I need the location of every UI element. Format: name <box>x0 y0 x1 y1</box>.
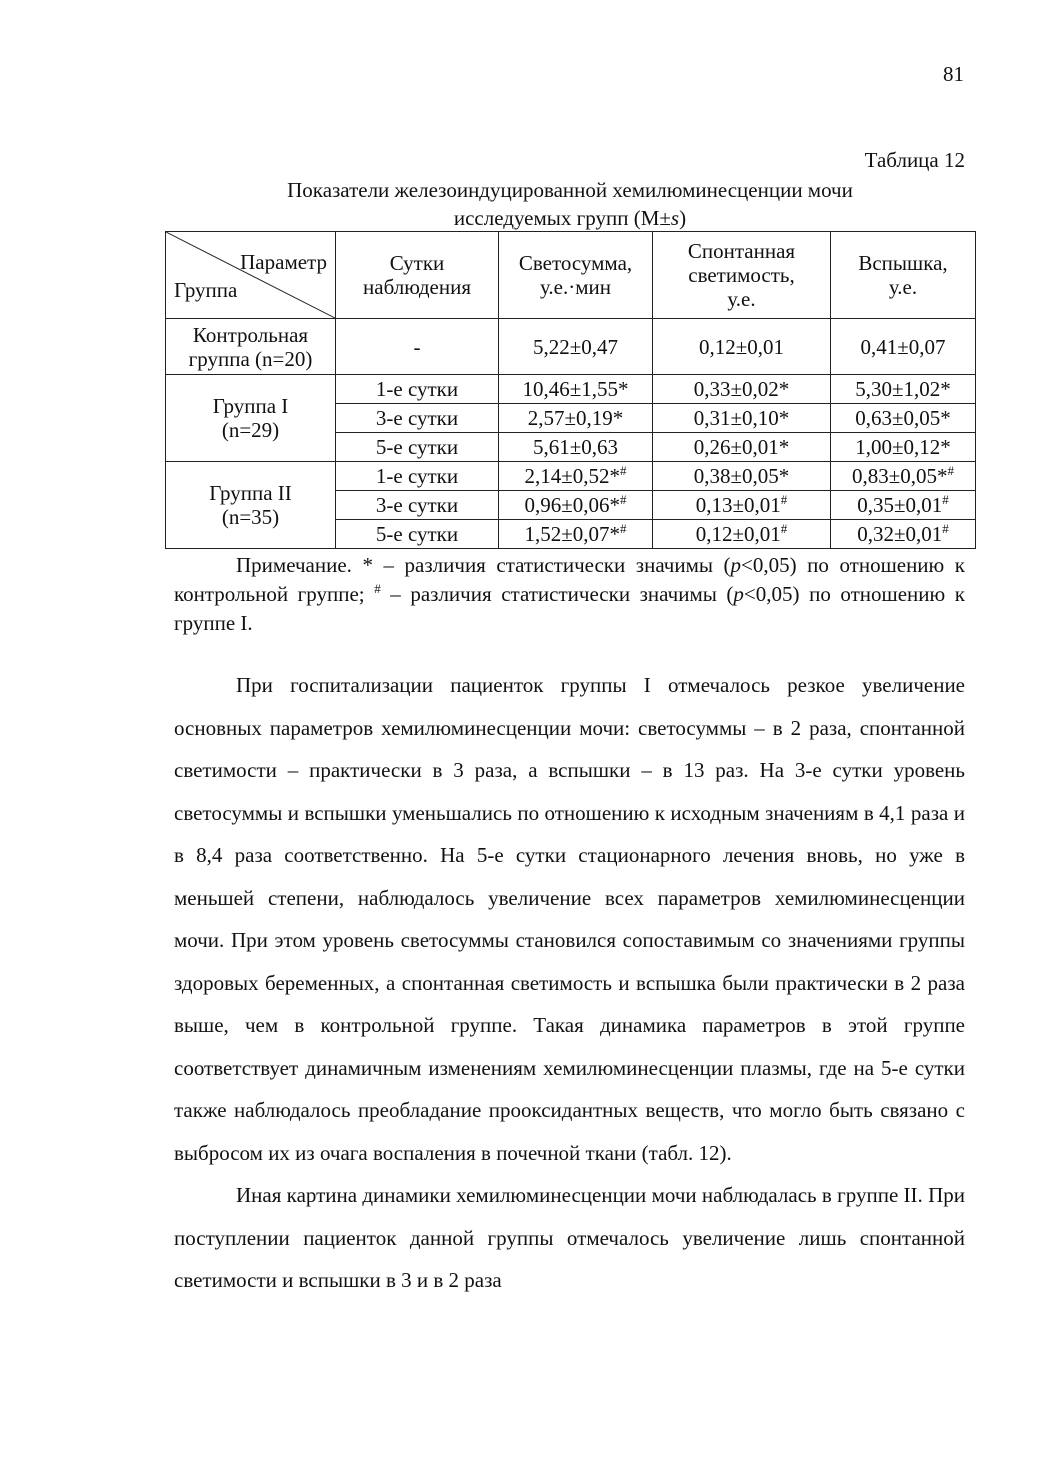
table-cell: 1,00±0,12* <box>831 433 976 462</box>
cell-mark: # <box>942 521 949 536</box>
page-number: 81 <box>943 62 964 86</box>
cell-mark: # <box>780 492 788 507</box>
table-cell: 1-е сутки <box>336 462 499 491</box>
header-spontaneous <box>653 232 831 319</box>
table-cell <box>653 520 831 549</box>
cell-value: 0,32±0,01 <box>857 522 943 546</box>
table-cell: 5,22±0,47 <box>499 319 653 375</box>
control-name-l1: Контрольная <box>192 322 309 347</box>
note-p-variable: p <box>730 553 742 577</box>
header-light-l1: Светосумма, <box>518 251 633 275</box>
body-text <box>174 664 965 1302</box>
table-row-control <box>166 319 976 375</box>
table-cell: 0,12±0,01 <box>653 319 831 375</box>
group2-name-l2: (n=35) <box>221 505 280 529</box>
header-days-l1: Сутки <box>389 251 445 275</box>
table-label: Таблица 12 <box>864 148 965 172</box>
cell-mark: # <box>620 492 627 507</box>
note-text: <0,05) по отношению к группе I. <box>174 582 965 635</box>
results-table <box>165 231 976 549</box>
table-cell <box>499 462 653 491</box>
cell-value: 0,83±0,05* <box>851 464 948 488</box>
table-cell: 5,30±1,02* <box>831 375 976 404</box>
title-text-end: ) <box>679 206 687 230</box>
table-note <box>174 551 965 638</box>
header-days-l2: наблюдения <box>363 275 471 299</box>
diagonal-header-cell <box>166 232 336 319</box>
header-param: Параметр <box>240 250 327 274</box>
table-cell <box>831 491 976 520</box>
table-title-line2 <box>165 204 975 232</box>
table-cell <box>653 491 831 520</box>
control-group-name <box>166 319 336 375</box>
cell-mark: # <box>947 463 955 478</box>
table-cell: 0,63±0,05* <box>831 404 976 433</box>
table-title-line1: Показатели железоиндуцированной хемилюминесценции мочи <box>287 178 853 202</box>
table-cell: 1-е сутки <box>336 375 499 404</box>
note-p-variable: p <box>733 582 744 606</box>
group2-name-l1: Группа II <box>209 481 292 505</box>
table-title <box>165 176 975 232</box>
cell-value: 2,14±0,52* <box>524 464 621 488</box>
table-header-row <box>166 232 976 319</box>
cell-value: 0,96±0,06* <box>524 493 621 517</box>
control-name-l2: группа (n=20) <box>188 346 313 371</box>
note-text: – различия статистически значимы ( <box>380 582 734 606</box>
header-flash <box>831 232 976 319</box>
table-cell <box>653 462 831 491</box>
table-cell: 0,26±0,01* <box>653 433 831 462</box>
cell-mark: # <box>780 521 788 536</box>
table-cell <box>831 462 976 491</box>
group1-name-l1: Группа I <box>212 394 289 418</box>
header-spont-l2: светимость, <box>688 263 795 287</box>
note-mark: # <box>374 581 381 596</box>
table-cell: 3-е сутки <box>336 491 499 520</box>
group1-name <box>166 375 336 462</box>
table-row <box>166 375 976 404</box>
cell-mark: # <box>620 463 627 478</box>
header-group: Группа <box>174 278 238 302</box>
table-cell: 5-е сутки <box>336 520 499 549</box>
header-spont-l3: у.е. <box>727 287 756 311</box>
cell-value: 0,38±0,05* <box>693 464 790 488</box>
table-cell: - <box>336 319 499 375</box>
table-cell <box>499 491 653 520</box>
table-cell: 2,57±0,19* <box>499 404 653 433</box>
paragraph: Иная картина динамики хемилюминесценции мочи наблюдалась в группе II. При поступлении пациенток данной группы отмечалось увеличение лишь спонтанной светимости и вспышки в 3 и в 2 раза <box>174 1183 965 1292</box>
note-text: <0,05) по отношению к контрольной группе; <box>174 553 965 606</box>
table-row <box>166 462 976 491</box>
header-spont-l1: Спонтанная <box>687 239 796 263</box>
note-text: Примечание. * – различия статистически значимы ( <box>236 553 731 577</box>
diagonal-divider <box>166 232 335 318</box>
table-cell: 0,31±0,10* <box>653 404 831 433</box>
cell-mark: # <box>942 492 949 507</box>
title-variable: s <box>670 206 680 230</box>
cell-value: 0,13±0,01 <box>695 493 781 517</box>
table-cell: 5-е сутки <box>336 433 499 462</box>
header-days <box>336 232 499 319</box>
table-cell: 5,61±0,63 <box>499 433 653 462</box>
header-light-sum <box>499 232 653 319</box>
title-text: исследуемых групп (M± <box>453 206 671 230</box>
table-cell: 3-е сутки <box>336 404 499 433</box>
cell-value: 0,12±0,01 <box>695 522 781 546</box>
group1-name-l2: (n=29) <box>221 418 280 442</box>
table-cell: 0,41±0,07 <box>831 319 976 375</box>
group2-name <box>166 462 336 549</box>
cell-value: 0,35±0,01 <box>857 493 943 517</box>
cell-mark: # <box>620 521 627 536</box>
header-flash-l2: у.е. <box>888 275 918 299</box>
paragraph: При госпитализации пациенток группы I отмечалось резкое увеличение основных параметров хемилюминесценции мочи: светосуммы – в 2 раза, спонтанной светимости – практически в 3 раза, а вспышки – в 13 раз. На 3-е сутки уровень светосуммы и вспышки уменьшались по отношению к исходным значениям в 4,1 раза и в 8,4 раза соответственно. На 5-е сутки стационарного лечения вновь, но уже в меньшей степени, наблюдалось увеличение всех параметров хемилюминесценции мочи. При этом уровень светосуммы становился сопоставимым со значениями группы здоровых беременных, а спонтанная светимость и вспышка были практически в 2 раза выше, чем в контрольной группе. Такая динамика параметров в этой группе соответствует динамичным изменениям хемилюминесценции плазмы, где на 5-е сутки также наблюдалось преобладание прооксидантных веществ, что могло быть связано с выбросом их из очага воспаления в почечной ткани (табл. 12). <box>174 673 965 1165</box>
header-flash-l1: Вспышка, <box>858 251 948 275</box>
header-light-l2: у.е.·мин <box>540 275 611 299</box>
cell-value: 1,52±0,07* <box>524 522 621 546</box>
table-cell <box>499 520 653 549</box>
table-cell: 0,33±0,02* <box>653 375 831 404</box>
table-cell: 10,46±1,55* <box>499 375 653 404</box>
table-cell <box>831 520 976 549</box>
